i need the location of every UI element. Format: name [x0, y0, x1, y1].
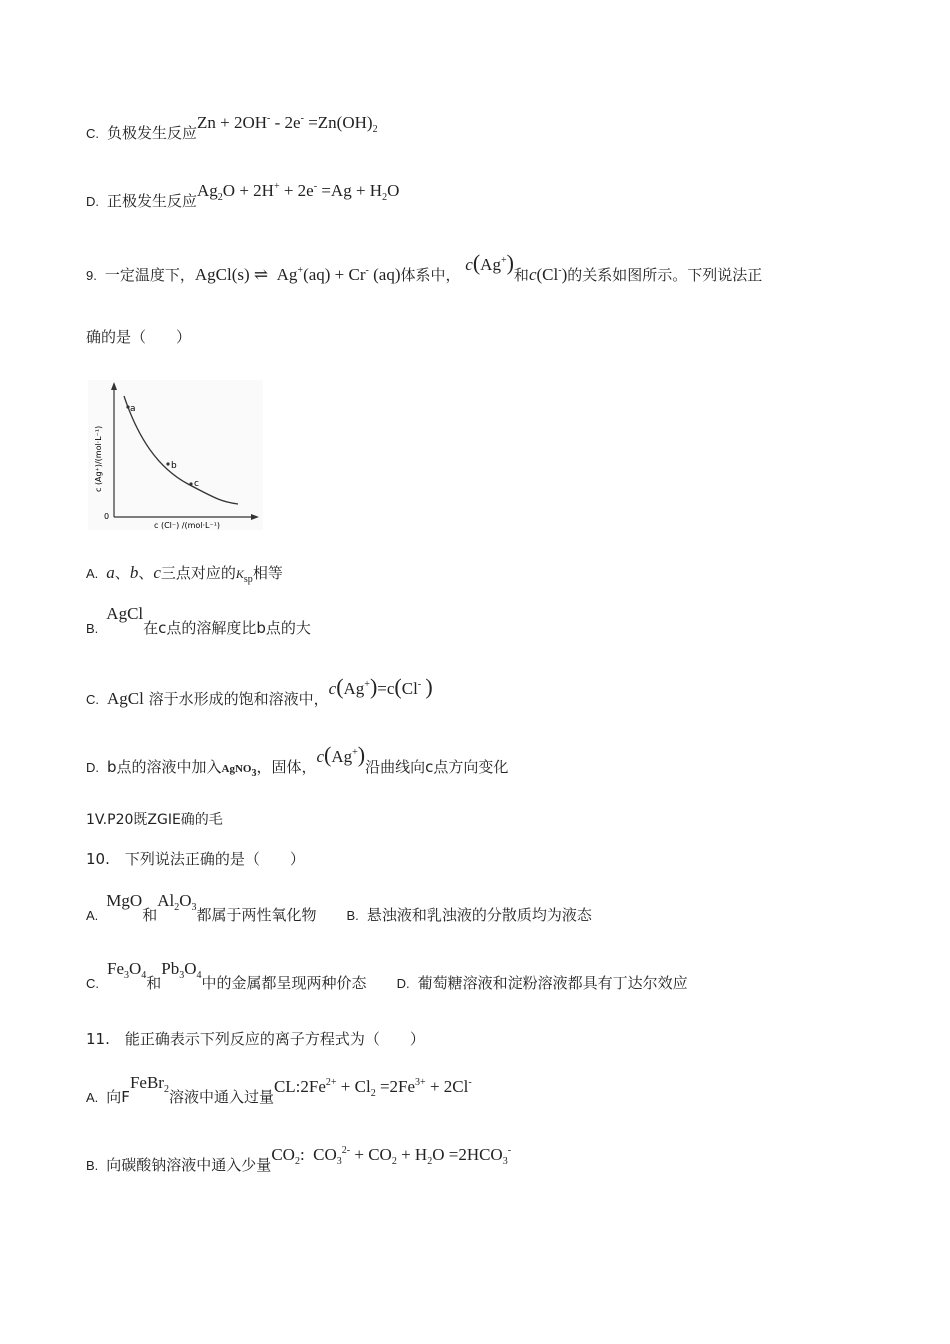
- x-axis-label: c (Cl⁻) /(mol·L⁻¹): [154, 521, 221, 530]
- formula: $Ag_2O + 2H^+ + 2e^- =Ag + H_2O$: [197, 181, 400, 203]
- q10-options-cd: $C.Fe_3O_4$和$Pb_3O_4$中的金属都呈现两种价态 D. 葡萄糖溶液和淀粉溶液都具有丁达尔效应: [86, 959, 688, 992]
- q9-option-b: B.AgCl在c点的溶解度比b点的大: [86, 604, 311, 637]
- question-9-cont: 确的是（ ）: [86, 328, 192, 346]
- formula: AgCl(s) ⇌ Ag+(aq) + Cr- (aq): [194, 265, 401, 284]
- scan-noise-line: 1V.P20既ZGIE确的毛: [86, 812, 223, 828]
- question-9: 9. 一定温度下，AgCl(s) ⇌ Ag+(aq) + Cr- (aq)体系中， c(Ag+)和c(Cl-)的关系如图所示。下列说法正: [86, 250, 763, 284]
- option-d: [86, 181, 400, 219]
- option-text: 正极发生反应: [107, 192, 198, 210]
- option-text: 负极发生反应: [107, 124, 198, 142]
- option-c: [86, 113, 378, 151]
- point-c-label: c: [194, 479, 199, 489]
- y-axis-label: c (Ag⁺)/(mol·L⁻¹): [94, 425, 103, 492]
- formula: $Zn + 2OH^- - 2e^- =Zn(OH)_2$: [197, 113, 378, 135]
- origin-label: 0: [104, 512, 110, 521]
- q11-option-a: A. 向FFeBr$_2$溶液中通入过量$CL:2Fe^{2+} + Cl_2 =2Fe^{3+} + 2Cl^-$: [86, 1073, 472, 1106]
- question-number: 9.: [86, 268, 97, 283]
- question-10: 10. 下列说法正确的是（ ）: [86, 850, 305, 868]
- point-a-label: a: [130, 404, 136, 414]
- q9-option-a: A. a、b、c三点对应的$K_{sp}$相等: [86, 563, 283, 585]
- point-b: [166, 462, 169, 465]
- point-c: [189, 482, 192, 485]
- option-label: C.: [86, 126, 99, 141]
- point-b-label: b: [171, 461, 177, 471]
- question-11: 11. 能正确表示下列反应的离子方程式为（ ）: [86, 1030, 425, 1048]
- option-label: D.: [86, 194, 99, 209]
- q11-option-b: B. 向碳酸钠溶液中通入少量$CO_2$: $CO_3^{2-} + CO_2 + H_2O =2HCO_3^-$: [86, 1145, 512, 1174]
- solubility-graph: [88, 380, 263, 530]
- q9-option-d: D. b点的溶液中加入AgNO$_3$，固体，c(Ag+)沿曲线向c点方向变化: [86, 742, 509, 779]
- q10-options-ab: A.MgO和$Al_2O_3$都属于两性氧化物 B. 悬浊液和乳浊液的分散质均为液态: [86, 891, 592, 924]
- q9-option-c: C. AgCl 溶于水形成的饱和溶液中，c(Ag+)=c(Cl- ): [86, 674, 433, 708]
